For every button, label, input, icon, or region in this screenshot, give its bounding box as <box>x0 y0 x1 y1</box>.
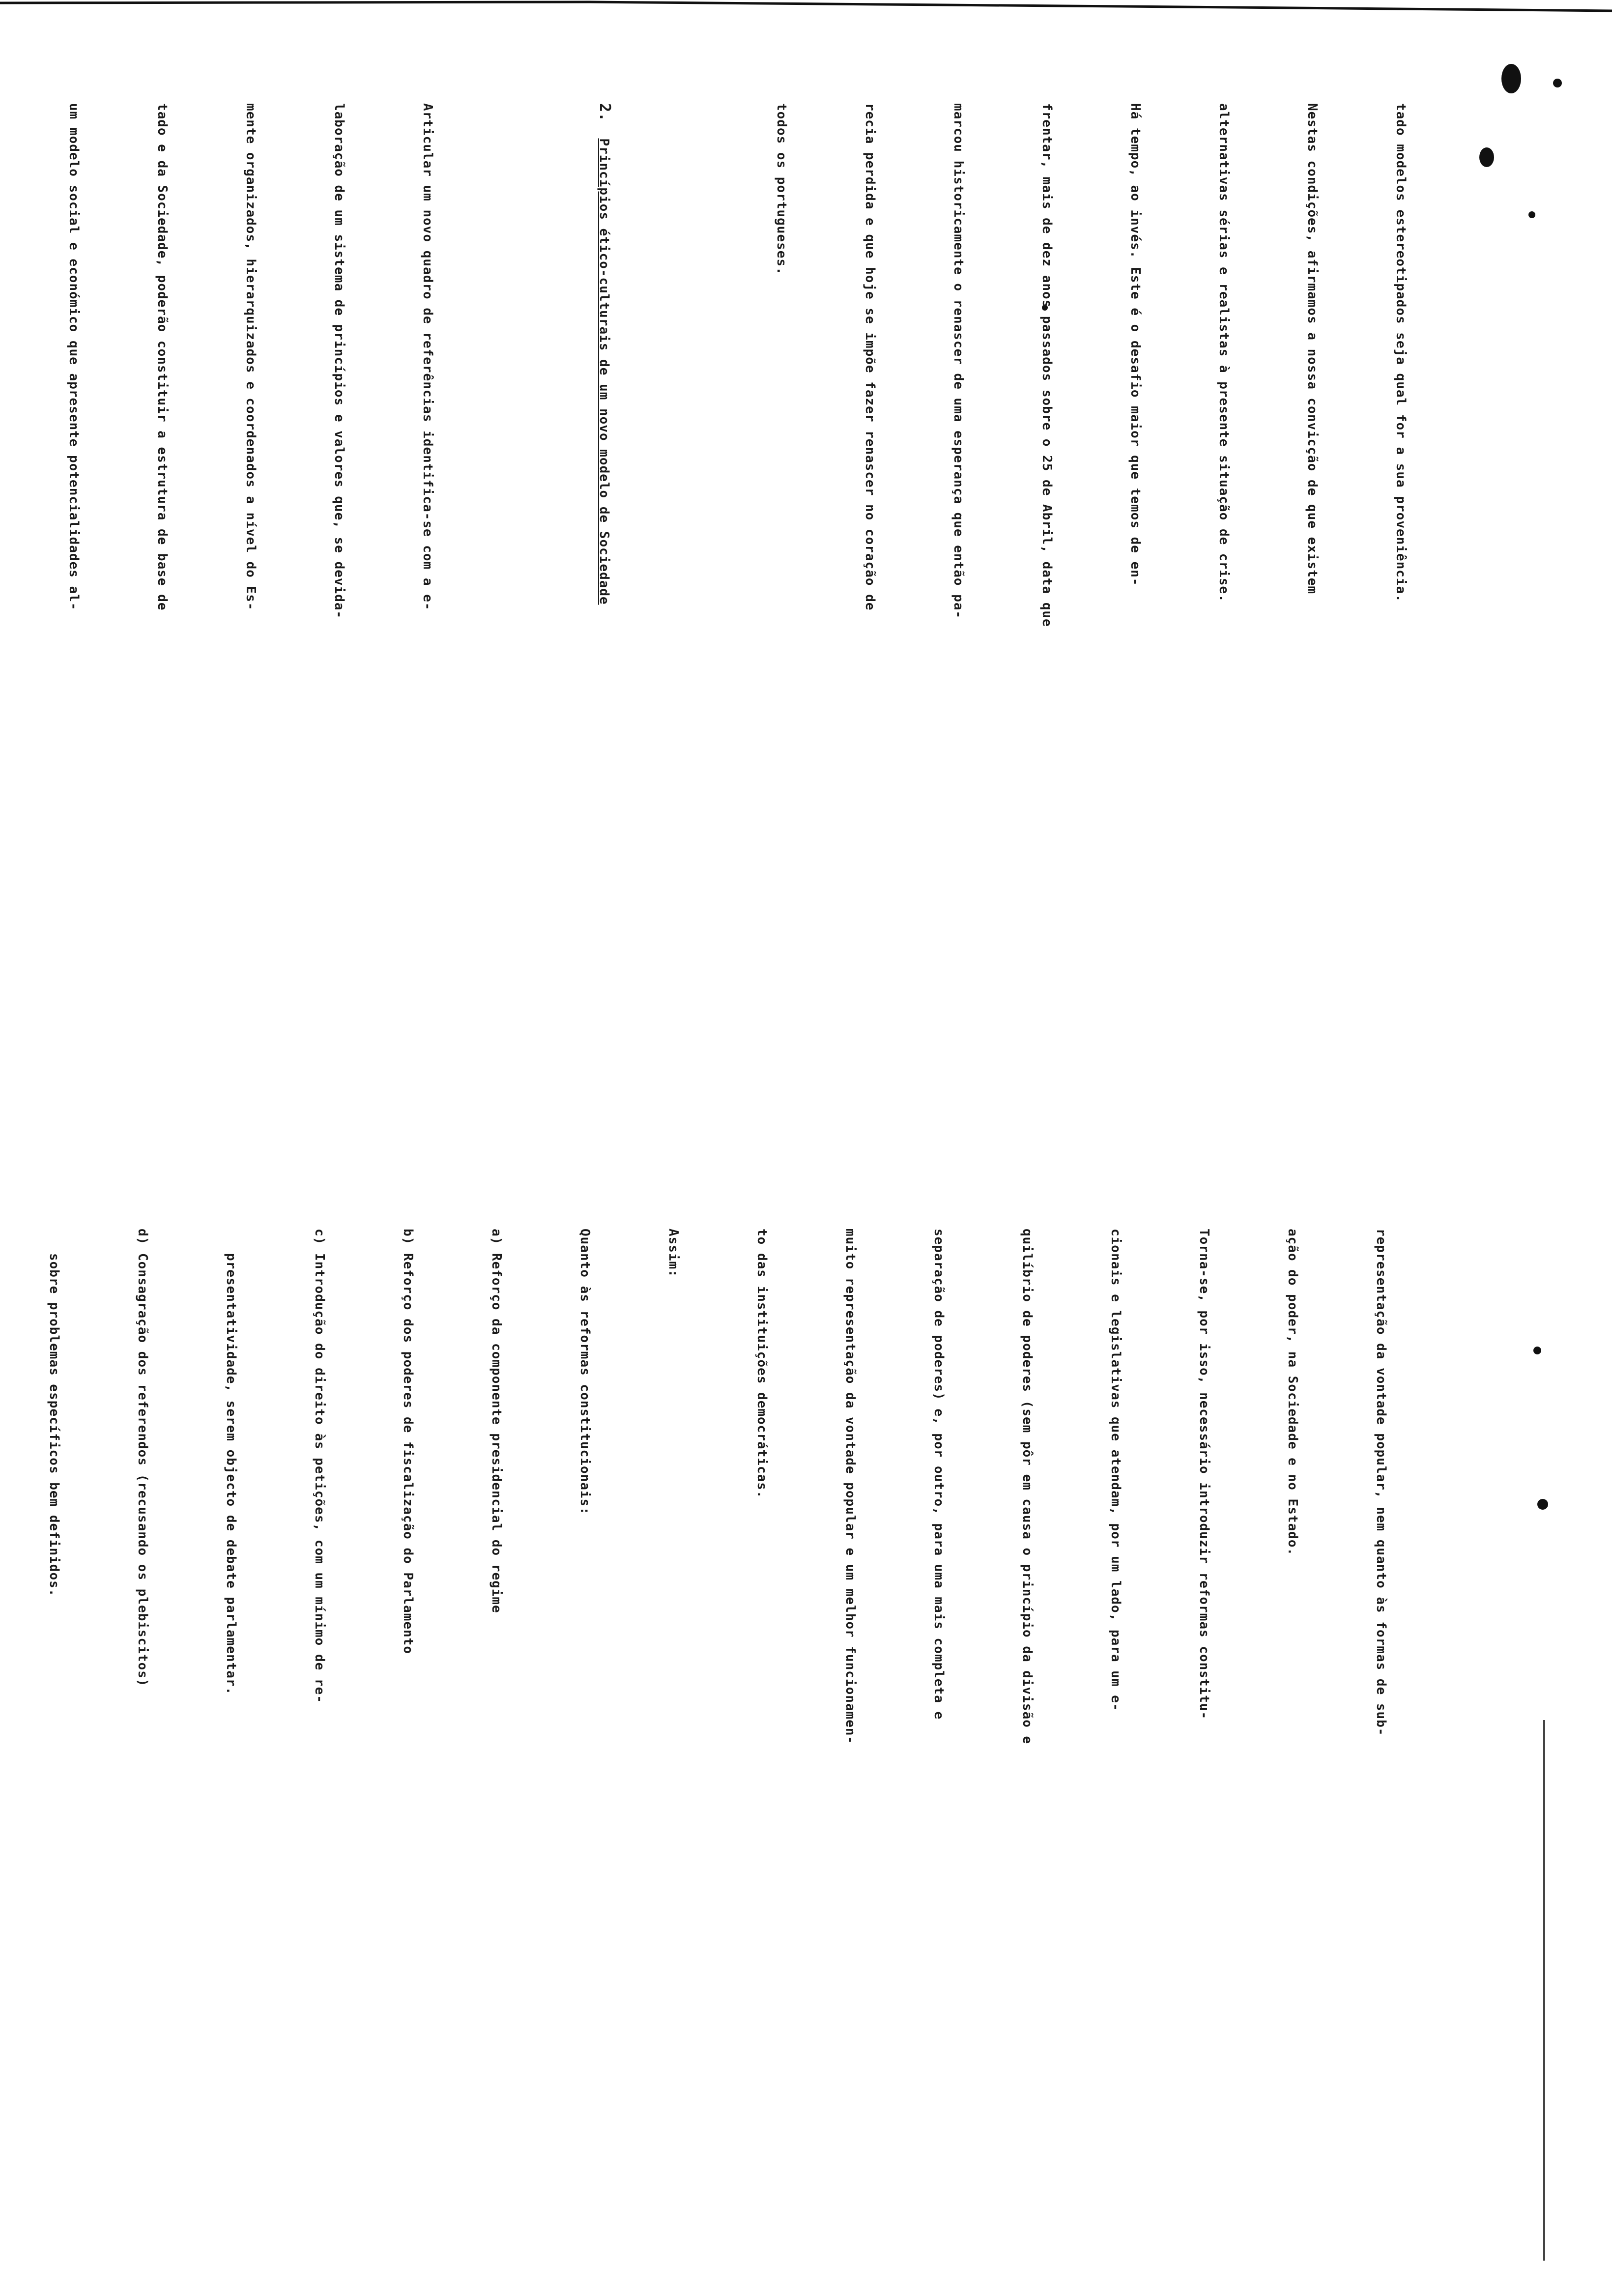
blank-line <box>501 103 531 1111</box>
list-item: d) Consagração dos referendos (recusando os plebiscitos) <box>135 1229 150 1687</box>
text-line: laboração de um sistema de princípios e valores que, se devida- <box>332 103 346 619</box>
text-line: Nestas condições, afirmamos a nossa convicção de que existem <box>1305 103 1320 595</box>
text-line: to das instituições democráticas. <box>754 1229 769 1499</box>
scan-top-edge <box>0 0 1612 20</box>
ink-blot <box>1537 1499 1548 1510</box>
text-line: cionais e legislativas que atendam, por um lado, para um e- <box>1108 1229 1123 1712</box>
text-line: Torna-se, por isso, necessário introduzir reformas constitu- <box>1197 1229 1211 1720</box>
text-line: alternativas sérias e realistas à presente situação de crise. <box>1216 103 1231 603</box>
text-line: tado e da Sociedade, poderão constituir a estrutura de base de <box>155 103 170 611</box>
text-line: Assim: <box>666 1229 681 1278</box>
ink-blot <box>1533 1347 1541 1354</box>
text-line: tado modelos estereotipados seja qual for a sua proveniência. <box>1393 103 1408 603</box>
text-line: Há tempo, ao invés. Este é o desafio maior que temos de en- <box>1128 103 1143 586</box>
text-line: separação de poderes) e, por outro, para uma mais completa e <box>931 1229 946 1720</box>
right-page <box>0 1229 1455 2231</box>
text-line: frentar, mais de dez anos passados sobre o 25 de Abril, data que <box>1039 103 1054 627</box>
list-item: b) Reforço dos poderes de fiscalização do Parlamento <box>401 1229 415 1654</box>
text-line: Articular um novo quadro de referências identifica-se com a e- <box>420 103 435 611</box>
ink-blot <box>1528 211 1535 218</box>
list-item: presentatividade, serem objecto de debate parlamentar. <box>224 1229 238 1695</box>
text-line: um modelo social e económico que apresente potencialidades al- <box>66 103 81 611</box>
list-item: sobre problemas específicos bem definidos. <box>47 1229 61 1597</box>
section-heading <box>590 103 619 1111</box>
ink-blot <box>1479 147 1494 167</box>
blank-line <box>678 103 708 1111</box>
constitutional-heading: Quanto às reformas constitucionais: <box>577 1229 592 1515</box>
text-line: recia perdida e que hoje se impõe fazer renascer no coração de <box>863 103 877 611</box>
text-line: representação da vontade popular, nem quanto às formas de sub- <box>1374 1229 1388 1736</box>
section-number: 2. <box>596 103 613 122</box>
text-line: todos os portugueses. <box>774 103 789 275</box>
text-line: marcou historicamente o renascer de uma esperança que então pa- <box>951 103 966 619</box>
section-title: Princípios ético-culturais de um novo modelo de Sociedade <box>597 138 611 605</box>
scan-edge-line <box>1543 1720 1545 2261</box>
ink-blot <box>1501 64 1521 93</box>
list-item: c) Introdução do direito às petições, com um mínimo de re- <box>312 1229 327 1703</box>
text-line: muito representação da vontade popular e um melhor funcionamen- <box>843 1229 858 1745</box>
list-item: a) Reforço da componente presidencial do regime <box>489 1229 504 1613</box>
left-page <box>0 103 1474 1111</box>
text-line: mente organizados, hierarquizados e coordenados a nível do Es- <box>243 103 258 611</box>
ink-blot <box>1553 79 1562 87</box>
text-line: ação do poder, na Sociedade e no Estado. <box>1285 1229 1300 1556</box>
text-line: quilíbrio de poderes (sem pôr em causa o princípio da divisão e <box>1020 1229 1035 1745</box>
